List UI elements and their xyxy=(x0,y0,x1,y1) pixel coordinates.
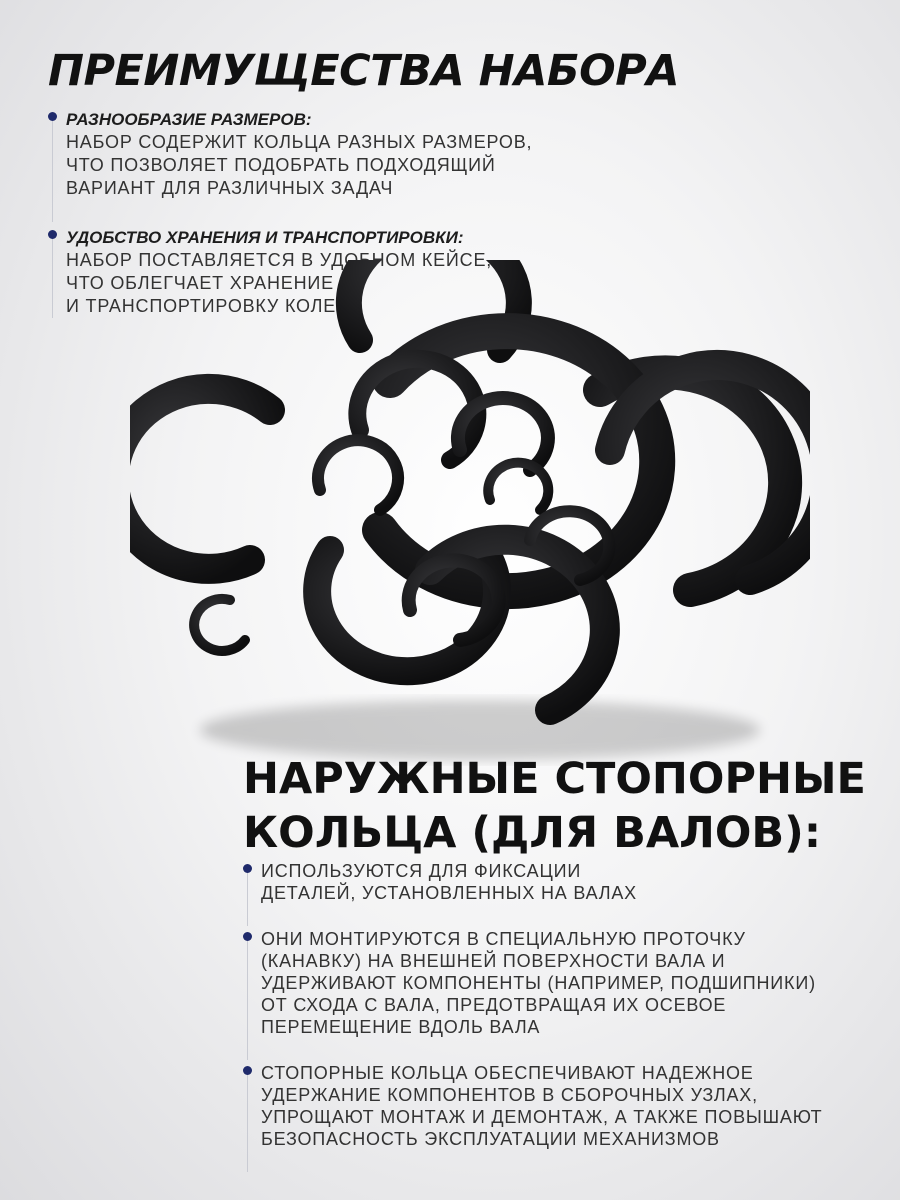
bullet-line: ОТ СХОДА С ВАЛА, ПРЕДОТВРАЩАЯ ИХ ОСЕВОЕ xyxy=(261,995,727,1015)
bullet-line: ОНИ МОНТИРУЮТСЯ В СПЕЦИАЛЬНУЮ ПРОТОЧКУ xyxy=(261,929,746,949)
list-item xyxy=(243,1062,883,1150)
e-ring-small xyxy=(318,440,398,510)
bullet-line: УПРОЩАЮТ МОНТАЖ И ДЕМОНТАЖ, А ТАКЖЕ ПОВЫШАЮТ xyxy=(261,1107,823,1127)
bullet-line: ДЕТАЛЕЙ, УСТАНОВЛЕННЫХ НА ВАЛАХ xyxy=(261,883,637,903)
bullet-line: ВАРИАНТ ДЛЯ РАЗЛИЧНЫХ ЗАДАЧ xyxy=(66,178,394,198)
bullet-line: И ТРАНСПОРТИРОВКУ КОЛЕЦ xyxy=(66,296,351,316)
list-item xyxy=(243,928,883,1038)
bullet-dot-icon xyxy=(243,864,252,873)
shaft-rings-heading xyxy=(243,752,866,860)
advantages-heading: ПРЕИМУЩЕСТВА НАБОРА xyxy=(48,46,679,96)
bullet-line: НАБОР СОДЕРЖИТ КОЛЬЦА РАЗНЫХ РАЗМЕРОВ, xyxy=(66,132,533,152)
bullet-title: УДОБСТВО ХРАНЕНИЯ И ТРАНСПОРТИРОВКИ: xyxy=(66,228,464,247)
retaining-rings-photo xyxy=(130,260,810,780)
e-ring-small xyxy=(488,463,548,510)
bullet-line: ЧТО ПОЗВОЛЯЕТ ПОДОБРАТЬ ПОДХОДЯЩИЙ xyxy=(66,155,496,175)
bullet-line: ПЕРЕМЕЩЕНИЕ ВДОЛЬ ВАЛА xyxy=(261,1017,541,1037)
list-item xyxy=(243,860,883,904)
e-ring xyxy=(130,389,270,569)
bullet-line: ИСПОЛЬЗУЮТСЯ ДЛЯ ФИКСАЦИИ xyxy=(261,861,582,881)
bullet-line: НАБОР ПОСТАВЛЯЕТСЯ В УДОБНОМ КЕЙСЕ, xyxy=(66,250,493,270)
heading-line: НАРУЖНЫЕ СТОПОРНЫЕ xyxy=(243,754,866,804)
bullet-line: ЧТО ОБЛЕГЧАЕТ ХРАНЕНИЕ xyxy=(66,273,334,293)
bullet-line: БЕЗОПАСНОСТЬ ЭКСПЛУАТАЦИИ МЕХАНИЗМОВ xyxy=(261,1129,720,1149)
shadow xyxy=(200,700,760,760)
bullet-line: УДЕРЖАНИЕ КОМПОНЕНТОВ В СБОРОЧНЫХ УЗЛАХ, xyxy=(261,1085,758,1105)
ring-pile xyxy=(130,260,810,710)
bullet-dot-icon xyxy=(48,112,57,121)
e-ring-small xyxy=(194,599,245,651)
bullet-title: РАЗНООБРАЗИЕ РАЗМЕРОВ: xyxy=(66,110,312,129)
bullet-line: (КАНАВКУ) НА ВНЕШНЕЙ ПОВЕРХНОСТИ ВАЛА И xyxy=(261,951,726,971)
list-item xyxy=(48,108,608,200)
bullet-line: УДЕРЖИВАЮТ КОМПОНЕНТЫ (НАПРИМЕР, ПОДШИПНИКИ) xyxy=(261,973,816,993)
heading-line: КОЛЬЦА (ДЛЯ ВАЛОВ): xyxy=(243,808,822,858)
shaft-rings-list xyxy=(243,860,883,1174)
bullet-line: СТОПОРНЫЕ КОЛЬЦА ОБЕСПЕЧИВАЮТ НАДЕЖНОЕ xyxy=(261,1063,754,1083)
bullet-dot-icon xyxy=(243,1066,252,1075)
bullet-dot-icon xyxy=(48,230,57,239)
bullet-dot-icon xyxy=(243,932,252,941)
